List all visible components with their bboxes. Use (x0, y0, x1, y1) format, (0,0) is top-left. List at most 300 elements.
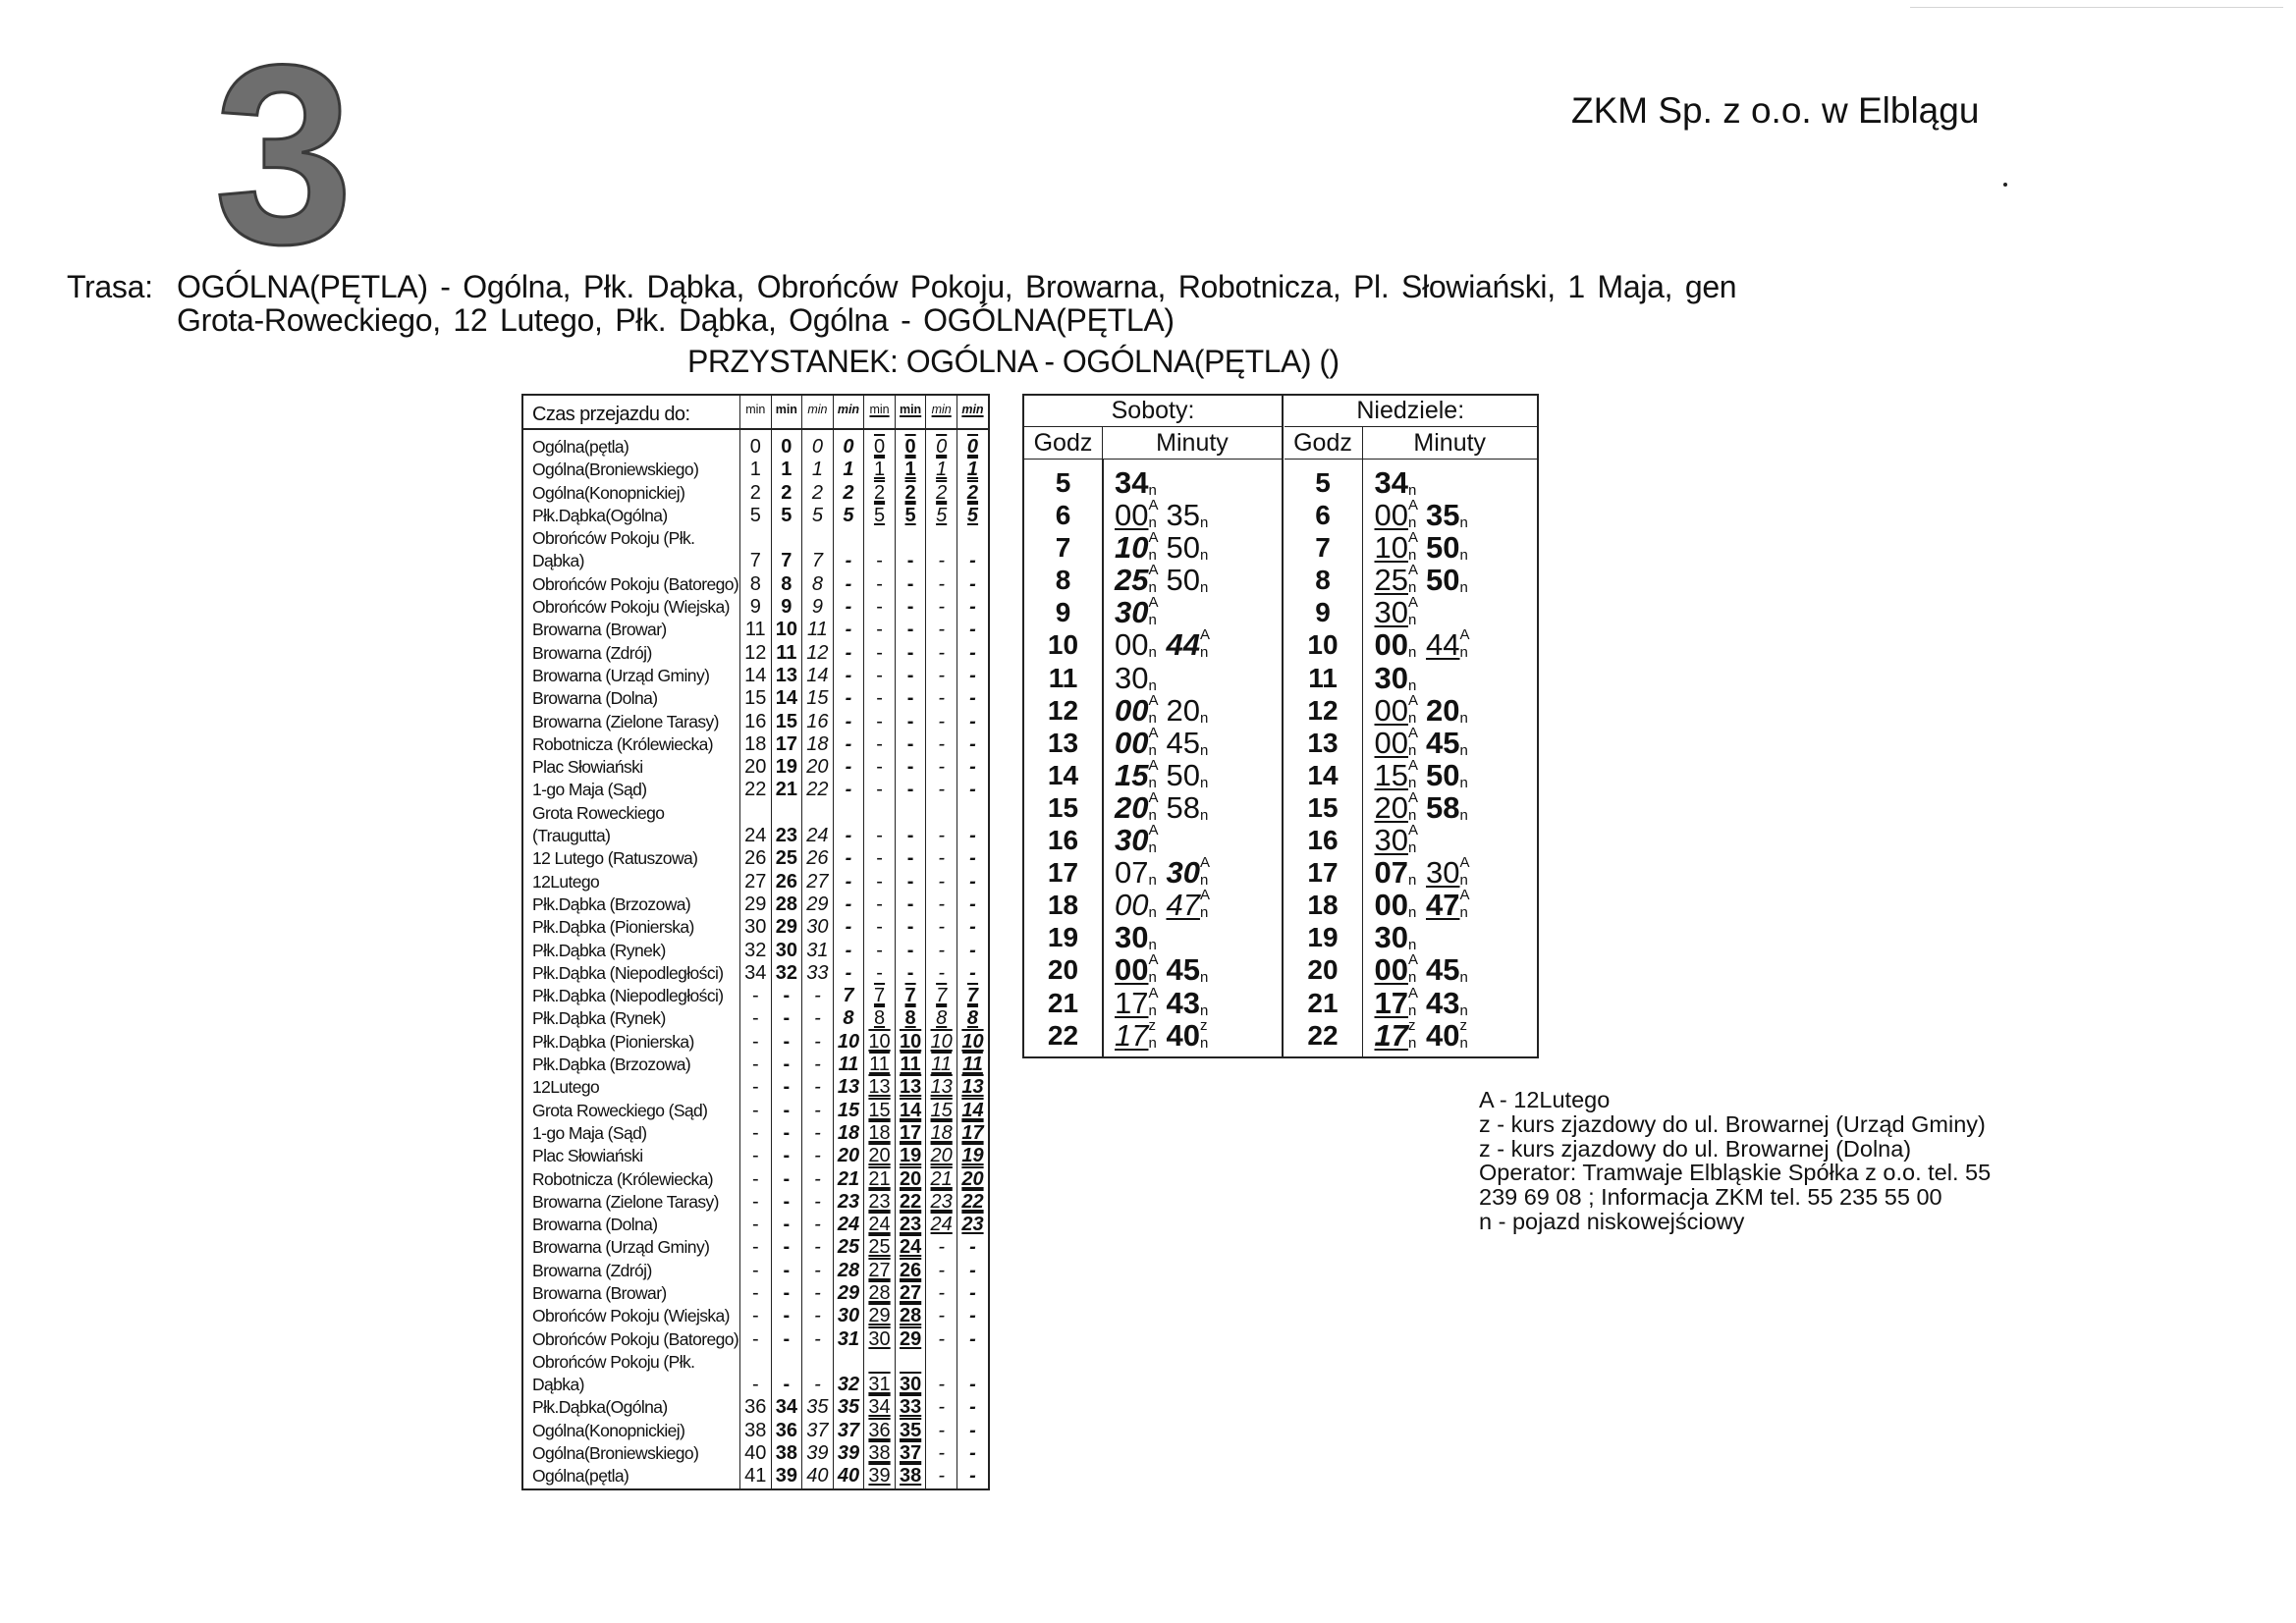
departure-mark: A (1407, 984, 1418, 1001)
travel-time-cell (957, 1076, 988, 1099)
travel-time-cell (740, 940, 772, 962)
stop-name: Płk.Dąbka(Ogólna) (532, 1397, 668, 1418)
travel-time-value: 2 (811, 481, 823, 504)
departure-mark: A (1148, 594, 1159, 612)
travel-time-cell (895, 1076, 926, 1099)
travel-time-value: 33 (806, 961, 829, 984)
travel-time-cell (895, 1260, 926, 1282)
timetable-saturday (1024, 396, 1284, 1056)
travel-time-value: - (906, 939, 914, 961)
travel-time-cell (740, 802, 772, 848)
travel-time-cell (740, 962, 772, 985)
travel-time-cell (926, 527, 957, 573)
travel-time-cell (740, 596, 772, 619)
travel-time-cell (895, 1328, 926, 1351)
travel-time-cell (957, 1168, 988, 1191)
departure-mark: A (1459, 854, 1470, 872)
departure-minute: 50 (1166, 563, 1200, 598)
travel-time-value: - (845, 572, 852, 595)
travel-time-value: 7 (811, 550, 823, 572)
travel-time-value: 15 (775, 710, 797, 732)
travel-time-value: 10 (899, 1030, 922, 1053)
travel-time-value: - (814, 1099, 821, 1121)
timetable-rows (1285, 466, 1538, 1052)
hour-header: Godz (1285, 427, 1363, 459)
travel-time-value: 20 (837, 1145, 860, 1167)
departure-mark: A (1199, 626, 1210, 644)
travel-time-value: 1 (843, 459, 854, 481)
travel-time-value: - (876, 893, 883, 915)
travel-time-value: - (845, 870, 852, 893)
stop-name: Browarna (Urząd Gminy) (532, 665, 710, 685)
minutes-cell (1374, 984, 1478, 1020)
table-row (523, 962, 988, 985)
travel-time-cell (926, 985, 957, 1007)
departure (1374, 594, 1418, 630)
departure-mark: A (1148, 562, 1159, 579)
departure-minute: 34 (1374, 465, 1408, 500)
travel-time-cell (740, 756, 772, 779)
travel-time-value: 24 (899, 1236, 922, 1259)
travel-time-cell (833, 1420, 864, 1442)
departure (1425, 789, 1468, 825)
travel-time-cell (957, 1351, 988, 1397)
low-floor-mark: n (1407, 514, 1417, 532)
travel-time-value: 21 (837, 1167, 860, 1190)
travel-time-value: - (938, 1305, 945, 1327)
low-floor-mark: n (1459, 644, 1468, 662)
departure-mark: A (1407, 951, 1418, 969)
low-floor-mark: n (1199, 741, 1209, 759)
travel-time-cell (802, 916, 834, 939)
travel-time-cell (957, 1122, 988, 1145)
table-row (523, 802, 988, 848)
departure (1115, 822, 1159, 858)
departure-mark: A (1407, 497, 1418, 514)
travel-time-value: 37 (837, 1419, 860, 1441)
travel-time-value: - (969, 1281, 976, 1304)
departure-mark: A (1148, 756, 1159, 774)
low-floor-mark: n (1407, 612, 1417, 629)
travel-time-cell (740, 459, 772, 481)
travel-time-cell (771, 482, 802, 505)
travel-time-cell (802, 1465, 834, 1488)
travel-time-value: - (814, 1007, 821, 1030)
low-floor-mark: n (1407, 969, 1417, 987)
travel-time-value: 15 (930, 1099, 953, 1121)
table-row (523, 1396, 988, 1419)
low-floor-mark: n (1459, 514, 1468, 532)
travel-time-value: 15 (806, 687, 829, 710)
departure (1425, 563, 1468, 598)
travel-time-cell (957, 1305, 988, 1327)
travel-time-value: 11 (744, 619, 766, 641)
travel-time-cell (771, 711, 802, 733)
travel-time-value: 29 (837, 1281, 860, 1304)
departure-minute: 00 (1374, 888, 1408, 923)
travel-time-value: - (751, 1236, 759, 1259)
travel-time-cell (864, 573, 896, 596)
column-unit-header: min (957, 396, 988, 429)
travel-time-cell (740, 1191, 772, 1214)
low-floor-mark: n (1459, 969, 1468, 987)
departure (1166, 1016, 1209, 1053)
travel-time-value: - (845, 664, 852, 686)
minutes-cell (1374, 756, 1478, 792)
travel-time-cell (802, 619, 834, 641)
departure-mark: A (1407, 724, 1418, 741)
hour-cell: 19 (1307, 922, 1339, 953)
low-floor-mark: n (1148, 872, 1157, 890)
departure-minute: 17 (1115, 1017, 1149, 1053)
stop-name: Ogólna(Broniewskiego) (532, 460, 699, 480)
table-row (523, 940, 988, 962)
departure-minute: 00 (1374, 952, 1408, 988)
travel-time-value: 13 (899, 1076, 922, 1099)
travel-time-cell (957, 1145, 988, 1167)
departure (1374, 888, 1417, 923)
column-unit-header: min (833, 396, 864, 429)
legend-item: z - kurs zjazdowy do ul. Browarnej (Urząd Gminy) (1479, 1110, 1986, 1137)
travel-time-cell (957, 802, 988, 848)
travel-time-value: - (938, 1465, 945, 1488)
travel-time-value: - (876, 961, 883, 984)
travel-time-cell (864, 1100, 896, 1122)
departure-minute: 30 (1374, 595, 1408, 630)
low-floor-mark: n (1199, 514, 1209, 532)
departure (1115, 788, 1159, 825)
travel-time-value: 18 (837, 1121, 860, 1144)
travel-time-value: 27 (744, 870, 767, 893)
departure-minute: 40 (1425, 1017, 1460, 1053)
travel-time-value: 34 (744, 961, 767, 984)
travel-time-cell (957, 1328, 988, 1351)
travel-time-value: - (969, 1236, 976, 1259)
travel-time-value: 40 (744, 1442, 767, 1465)
stop-name: Browarna (Zdrój) (532, 642, 652, 663)
travel-time-cell (833, 573, 864, 596)
travel-time-value: - (969, 619, 976, 641)
departure (1115, 951, 1159, 988)
travel-time-cell (802, 1420, 834, 1442)
travel-time-value: - (938, 619, 945, 641)
departure-minute: 07 (1115, 855, 1149, 891)
departure-mark: A (1148, 984, 1159, 1001)
travel-time-cell (957, 687, 988, 710)
departure-minute: 45 (1425, 725, 1460, 760)
departure-minute: 30 (1166, 855, 1200, 891)
travel-time-cell (895, 596, 926, 619)
table-row (523, 665, 988, 687)
travel-time-value: 24 (806, 825, 829, 847)
travel-time-cell (833, 665, 864, 687)
departure-minute: 00 (1374, 498, 1408, 533)
hour-cell: 21 (1307, 987, 1339, 1018)
minutes-cell (1375, 466, 1426, 499)
low-floor-mark: n (1407, 579, 1417, 597)
hour-cell: 15 (1307, 791, 1339, 823)
travel-time-cell (864, 642, 896, 665)
travel-time-cell (895, 1351, 926, 1397)
departure (1166, 854, 1210, 891)
travel-time-cell (864, 1328, 896, 1351)
travel-time-cell (740, 893, 772, 916)
stop-name: Browarna (Zdrój) (532, 1260, 652, 1280)
hour-cell: 6 (1315, 500, 1331, 531)
travel-time-value: - (938, 1419, 945, 1441)
minutes-cell (1375, 596, 1426, 628)
timetable-row (1285, 628, 1538, 661)
travel-time-cell (957, 1282, 988, 1305)
departure (1115, 594, 1159, 630)
stop-name: 1-go Maja (Sąd) (532, 1122, 647, 1143)
travel-time-value: 35 (806, 1396, 829, 1419)
travel-time-cell (740, 1054, 772, 1076)
departure (1425, 498, 1468, 533)
travel-time-value: - (751, 1281, 759, 1304)
travel-time-value: 39 (806, 1442, 829, 1465)
departure (1374, 855, 1417, 891)
minutes-cell (1115, 724, 1218, 760)
travel-time-cell (895, 1122, 926, 1145)
travel-time-cell (926, 429, 957, 459)
travel-time-value: - (906, 596, 914, 619)
travel-time-value: - (938, 1327, 945, 1350)
table-row (523, 459, 988, 481)
travel-time-cell (926, 459, 957, 481)
travel-time-cell (895, 573, 926, 596)
travel-time-value: - (906, 710, 914, 732)
stop-name: Grota Roweckiego (Traugutta) (532, 802, 665, 846)
travel-time-cell (771, 871, 802, 893)
stop-name: Obrońców Pokoju (Wiejska) (532, 1306, 730, 1326)
low-floor-mark: n (1407, 709, 1417, 727)
travel-time-value: - (969, 893, 976, 915)
travel-time-cell (833, 1465, 864, 1488)
travel-time-value: 23 (868, 1190, 891, 1213)
departure-mark: A (1148, 691, 1159, 709)
travel-time-value: 20 (930, 1145, 953, 1167)
stop-name: Płk.Dąbka (Brzozowa) (532, 893, 691, 914)
travel-time-cell (926, 779, 957, 801)
stop-name: Ogólna(pętla) (532, 1466, 629, 1487)
table-row (523, 1420, 988, 1442)
travel-time-value: - (969, 572, 976, 595)
departure (1374, 984, 1418, 1020)
departure-mark: A (1407, 788, 1418, 806)
timetable-row (1285, 564, 1538, 596)
departure (1374, 529, 1418, 566)
minutes-cell (1115, 628, 1218, 661)
departure-mark: A (1199, 854, 1210, 872)
travel-time-value: 9 (749, 596, 761, 619)
table-row (523, 1168, 988, 1191)
travel-time-cell (833, 1122, 864, 1145)
departure-minute: 43 (1425, 985, 1460, 1020)
travel-time-cell (957, 962, 988, 985)
travel-time-value: - (969, 1305, 976, 1327)
travel-time-value: 30 (837, 1305, 860, 1327)
travel-time-cell (802, 1007, 834, 1030)
departure-minute: 47 (1166, 888, 1200, 923)
travel-time-value: 8 (966, 1007, 979, 1030)
departure (1166, 952, 1209, 988)
travel-time-value: - (969, 779, 976, 801)
low-floor-mark: n (1407, 774, 1417, 791)
minutes-cell (1375, 921, 1426, 953)
travel-time-value: - (906, 687, 914, 710)
travel-time-value: 0 (811, 436, 823, 458)
line-number: 3 (214, 13, 354, 298)
travel-time-cell (957, 893, 988, 916)
travel-time-cell (895, 619, 926, 641)
departure-minute: 10 (1374, 530, 1408, 566)
departure-minute: 43 (1166, 985, 1200, 1020)
travel-time-value: 23 (837, 1190, 860, 1213)
travel-time-cell (895, 893, 926, 916)
travel-time-value: - (969, 847, 976, 870)
minutes-cell (1374, 724, 1478, 760)
departure-mark: A (1148, 822, 1159, 839)
travel-time-cell (740, 779, 772, 801)
stop-name: Grota Roweckiego (Sąd) (532, 1100, 708, 1120)
travel-time-cell (895, 756, 926, 779)
departure (1115, 562, 1159, 598)
travel-time-value: - (783, 1374, 791, 1396)
travel-time-value: - (906, 847, 914, 870)
travel-time-value: 30 (744, 916, 767, 939)
legend (1479, 1088, 2029, 1234)
travel-time-cell (833, 429, 864, 459)
departure-minute: 30 (1425, 855, 1460, 891)
travel-time-value: 20 (868, 1145, 891, 1167)
minutes-cell (1374, 788, 1478, 825)
minutes-cell (1115, 531, 1218, 564)
departure-minute: 20 (1425, 692, 1460, 728)
travel-time-value: 20 (744, 756, 767, 779)
legend-item: Operator: Tramwaje Elbląskie Spółka z o.o. tel. 55 239 69 08 ; Informacja ZKM tel. 55 235 55 00 (1479, 1160, 1992, 1211)
travel-time-value: - (938, 756, 945, 779)
travel-time-value: - (783, 985, 791, 1007)
departure (1425, 626, 1470, 663)
departure-mark: A (1148, 529, 1159, 547)
travel-time-value: 34 (775, 1396, 797, 1419)
minutes-cell (1374, 691, 1478, 728)
travel-time-cell (895, 711, 926, 733)
departure-mark: A (1407, 529, 1418, 547)
travel-time-value: 41 (744, 1465, 767, 1488)
route-line-1: OGÓLNA(PĘTLA) - Ogólna, Płk. Dąbka, Obrońców Pokoju, Browarna, Robotnicza, Pl. Słowiański, 1 Maja, gen (177, 269, 1737, 304)
travel-time-cell (957, 619, 988, 641)
low-floor-mark: n (1407, 1001, 1417, 1019)
travel-time-cell (771, 687, 802, 710)
travel-time-value: - (938, 916, 945, 939)
travel-time-value: 7 (936, 985, 948, 1007)
travel-time-value: 14 (899, 1099, 922, 1121)
low-floor-mark: n (1199, 644, 1209, 662)
travel-time-cell (802, 962, 834, 985)
departure-minute: 30 (1115, 823, 1149, 858)
travel-time-cell (926, 940, 957, 962)
travel-time-cell (926, 1260, 957, 1282)
travel-time-cell (771, 665, 802, 687)
travel-time-cell (802, 733, 834, 756)
travel-time-cell (864, 1305, 896, 1327)
minutes-cell (1374, 1016, 1478, 1053)
table-row (523, 1076, 988, 1099)
travel-time-cell (833, 596, 864, 619)
table-row (523, 1282, 988, 1305)
timetable-row (1024, 856, 1282, 889)
travel-time-cell (802, 1305, 834, 1327)
minutes-cell (1115, 499, 1218, 531)
column-unit-header: min (926, 396, 957, 429)
travel-time-value: 28 (899, 1305, 922, 1327)
timetable-row (1024, 662, 1282, 694)
travel-time-cell (864, 893, 896, 916)
travel-time-value: 23 (775, 825, 797, 847)
departure (1166, 498, 1209, 533)
travel-time-cell (833, 802, 864, 848)
low-floor-mark: n (1407, 676, 1417, 694)
travel-time-value: - (751, 1259, 759, 1281)
travel-time-value: 28 (837, 1259, 860, 1281)
departure-minute: 40 (1166, 1017, 1200, 1053)
travel-time-cell (957, 756, 988, 779)
travel-time-value: - (906, 779, 914, 801)
minutes-cell (1375, 824, 1426, 856)
departure-mark: A (1148, 497, 1159, 514)
travel-time-value: 8 (749, 572, 761, 595)
hour-header: Godz (1024, 427, 1103, 459)
travel-time-cell (771, 573, 802, 596)
travel-time-value: - (938, 1396, 945, 1419)
stop-name: Płk.Dąbka (Niepodległości) (532, 986, 724, 1006)
travel-time-cell (833, 1396, 864, 1419)
travel-time-cell (771, 1442, 802, 1465)
travel-time-cell (895, 1007, 926, 1030)
departure-mark: z (1199, 1016, 1208, 1034)
travel-time-cell (957, 1191, 988, 1214)
departure-minute: 00 (1374, 725, 1408, 760)
travel-time-value: - (969, 756, 976, 779)
travel-time-value: 8 (936, 1007, 948, 1030)
travel-time-cell (926, 573, 957, 596)
low-floor-mark: n (1459, 579, 1468, 597)
travel-time-value: 18 (744, 732, 767, 755)
legend-item: A - 12Lutego (1479, 1087, 1611, 1112)
departure-minute: 15 (1374, 757, 1408, 792)
travel-time-value: - (876, 687, 883, 710)
departure (1115, 627, 1157, 663)
travel-time-value: - (814, 1121, 821, 1144)
travel-time-cell (926, 1100, 957, 1122)
travel-time-cell (771, 1100, 802, 1122)
departure (1425, 692, 1468, 728)
travel-time-cell (926, 1420, 957, 1442)
low-floor-mark: n (1148, 482, 1157, 499)
travel-time-value: 21 (868, 1167, 891, 1190)
travel-time-cell (833, 1031, 864, 1054)
travel-time-value: - (969, 870, 976, 893)
travel-time-value: 1 (873, 459, 886, 481)
travel-time-value: 9 (781, 596, 793, 619)
travel-time-cell (771, 985, 802, 1007)
table-row (523, 687, 988, 710)
departure-minute: 20 (1374, 789, 1408, 825)
departure (1115, 984, 1159, 1020)
travel-time-value: 12 (806, 641, 829, 664)
